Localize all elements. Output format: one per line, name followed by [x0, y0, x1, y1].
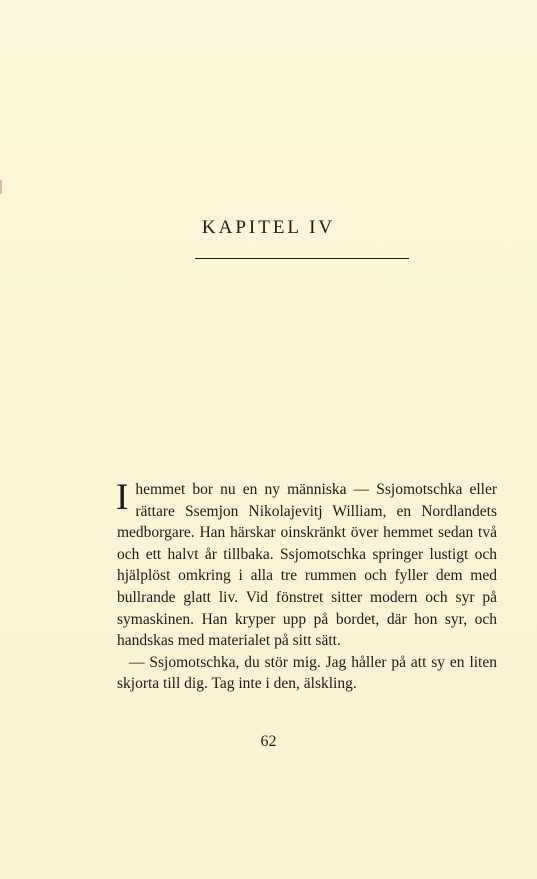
paragraph-1	[117, 479, 497, 652]
body-text	[117, 479, 497, 695]
paragraph-1-text: hemmet bor nu en ny människa — Ssjomotschka eller rättare Ssemjon Nikolajevitj William, en Nordlandets medborgare. Han härskar oinskränkt över hemmet sedan två och ett halvt år tillbaka. Ssjomotschka springer lustigt och hjälplöst omkring i alla tre rummen och fyller dem med bullrande glatt liv. Vid fönstret sitter modern och syr på symaskinen. Han kryper upp på bordet, där hon syr, och handskas med materialet på sitt sätt.	[117, 481, 497, 650]
title-rule	[195, 258, 409, 259]
drop-cap: I	[116, 477, 129, 518]
page-number: 62	[260, 733, 277, 750]
chapter-title: KAPITEL IV	[201, 217, 336, 238]
paragraph-2: — Ssjomotschka, du stör mig. Jag håller på att sy en liten skjorta till dig. Tag inte i den, älskling.	[117, 653, 497, 693]
page-edge-mark	[0, 180, 2, 194]
